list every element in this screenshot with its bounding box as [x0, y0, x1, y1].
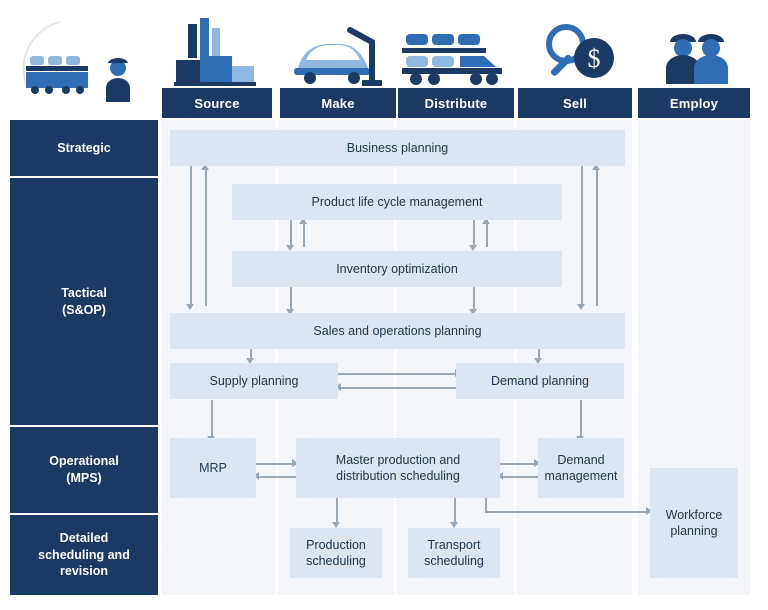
box-demand-planning[interactable] — [456, 363, 624, 399]
arrow-inv-plm-up — [303, 220, 305, 247]
factory-icon — [170, 16, 260, 88]
column-header-distribute[interactable] — [398, 88, 514, 118]
arrow-inv-plm-up-2 — [486, 220, 488, 247]
column-header-employ[interactable] — [638, 88, 750, 118]
arrow-mps-production — [336, 498, 338, 524]
car-transporter-icon — [398, 22, 508, 88]
arrow-mps-demandmgmt-right — [500, 463, 538, 465]
row-label-operational[interactable] — [10, 427, 158, 515]
arrow-mps-transport — [454, 498, 456, 524]
column-header-make-label: Make — [321, 95, 355, 111]
row-label-tactical-line2: (S&OP) — [62, 302, 106, 317]
row-label-tactical-line1: Tactical — [61, 285, 107, 300]
box-transport-scheduling[interactable] — [408, 528, 500, 578]
worker-icon — [106, 58, 130, 102]
box-demand-management-line2: management — [544, 469, 618, 483]
box-supply-planning[interactable] — [170, 363, 338, 399]
column-header-employ-label: Employ — [669, 95, 719, 111]
column-header-distribute-label: Distribute — [424, 95, 488, 111]
box-product-life-cycle-management[interactable] — [232, 184, 562, 220]
arrow-demandmgmt-mps-left — [500, 476, 538, 478]
box-master-production-and-distribution-scheduling[interactable] — [296, 438, 500, 498]
box-demand-management[interactable] — [538, 438, 624, 498]
arrow-plm-inv-down-2 — [473, 220, 475, 247]
arrow-bp-sop-left — [190, 166, 192, 306]
supply-chain-illustration — [8, 10, 158, 110]
svg-text:$: $ — [587, 44, 601, 73]
box-business-planning[interactable] — [170, 130, 625, 166]
arrow-mrp-mps-right — [256, 463, 296, 465]
box-transport-scheduling-line2: scheduling — [424, 554, 484, 568]
arrow-mps-mrp-left — [256, 476, 296, 478]
box-supply-planning-label: Supply planning — [209, 373, 299, 388]
arrow-mps-workforce-horizontal — [485, 511, 649, 513]
box-sales-and-operations-planning[interactable] — [170, 313, 625, 349]
arrow-supply-mrp — [211, 400, 213, 438]
arrow-demandplan-demandmgmt — [580, 400, 582, 438]
box-workforce-planning-line1: Workforce — [665, 507, 723, 522]
box-mrp[interactable] — [170, 438, 256, 498]
magnifier-dollar-icon — [540, 18, 620, 88]
row-label-operational-line1: Operational — [49, 454, 119, 469]
box-demand-management-line1: Demand — [557, 452, 605, 467]
box-mrp-label: MRP — [199, 460, 227, 475]
row-label-operational-line2: (MPS) — [66, 471, 102, 485]
box-mps-line1: Master production and — [335, 452, 461, 467]
box-inventory-optimization-label: Inventory optimization — [336, 261, 458, 276]
car-carrier-icon — [26, 56, 88, 94]
box-inventory-optimization[interactable] — [232, 251, 562, 287]
box-production-scheduling-line1: Production — [306, 537, 366, 552]
arrow-sop-bp-left — [205, 166, 207, 306]
arrow-sop-bp-right — [596, 166, 598, 306]
column-header-source-label: Source — [194, 95, 240, 111]
arrow-head-bp-sop-right-down — [577, 304, 585, 310]
arrow-demand-supply-left — [338, 387, 458, 389]
row-label-strategic-text: Strategic — [57, 140, 111, 155]
column-header-sell-label: Sell — [563, 95, 587, 111]
row-label-detailed-line3: revision — [60, 564, 108, 579]
box-production-scheduling-line2: scheduling — [306, 554, 366, 568]
arrow-inv-sop-left — [290, 287, 292, 311]
box-sales-and-operations-planning-label: Sales and operations planning — [313, 323, 482, 338]
column-header-sell[interactable] — [518, 88, 632, 118]
arrow-mps-workforce-vertical — [485, 498, 487, 512]
row-label-detailed[interactable] — [10, 515, 158, 595]
box-mps-line2: distribution scheduling — [336, 469, 460, 483]
row-label-detailed-line2: scheduling and — [38, 547, 130, 562]
arrow-plm-inv-down — [290, 220, 292, 247]
box-workforce-planning-line2: planning — [670, 524, 718, 538]
arrow-inv-sop-right — [473, 287, 475, 311]
arrow-head-bp-sop-left-down — [186, 304, 194, 310]
two-workers-icon — [660, 22, 734, 86]
robot-arm-car-icon — [288, 16, 384, 88]
column-header-source[interactable] — [162, 88, 272, 118]
row-label-tactical[interactable] — [10, 178, 158, 427]
box-demand-planning-label: Demand planning — [491, 373, 589, 388]
column-header-make[interactable] — [280, 88, 396, 118]
box-production-scheduling[interactable] — [290, 528, 382, 578]
box-business-planning-label: Business planning — [346, 140, 449, 155]
arrow-supply-demand-right — [338, 373, 458, 375]
box-workforce-planning[interactable] — [650, 468, 738, 578]
arrow-bp-sop-right — [581, 166, 583, 306]
row-label-strategic[interactable] — [10, 120, 158, 178]
row-label-detailed-line1: Detailed — [59, 530, 109, 545]
box-product-life-cycle-management-label: Product life cycle management — [311, 194, 483, 209]
box-transport-scheduling-line1: Transport — [427, 537, 481, 552]
